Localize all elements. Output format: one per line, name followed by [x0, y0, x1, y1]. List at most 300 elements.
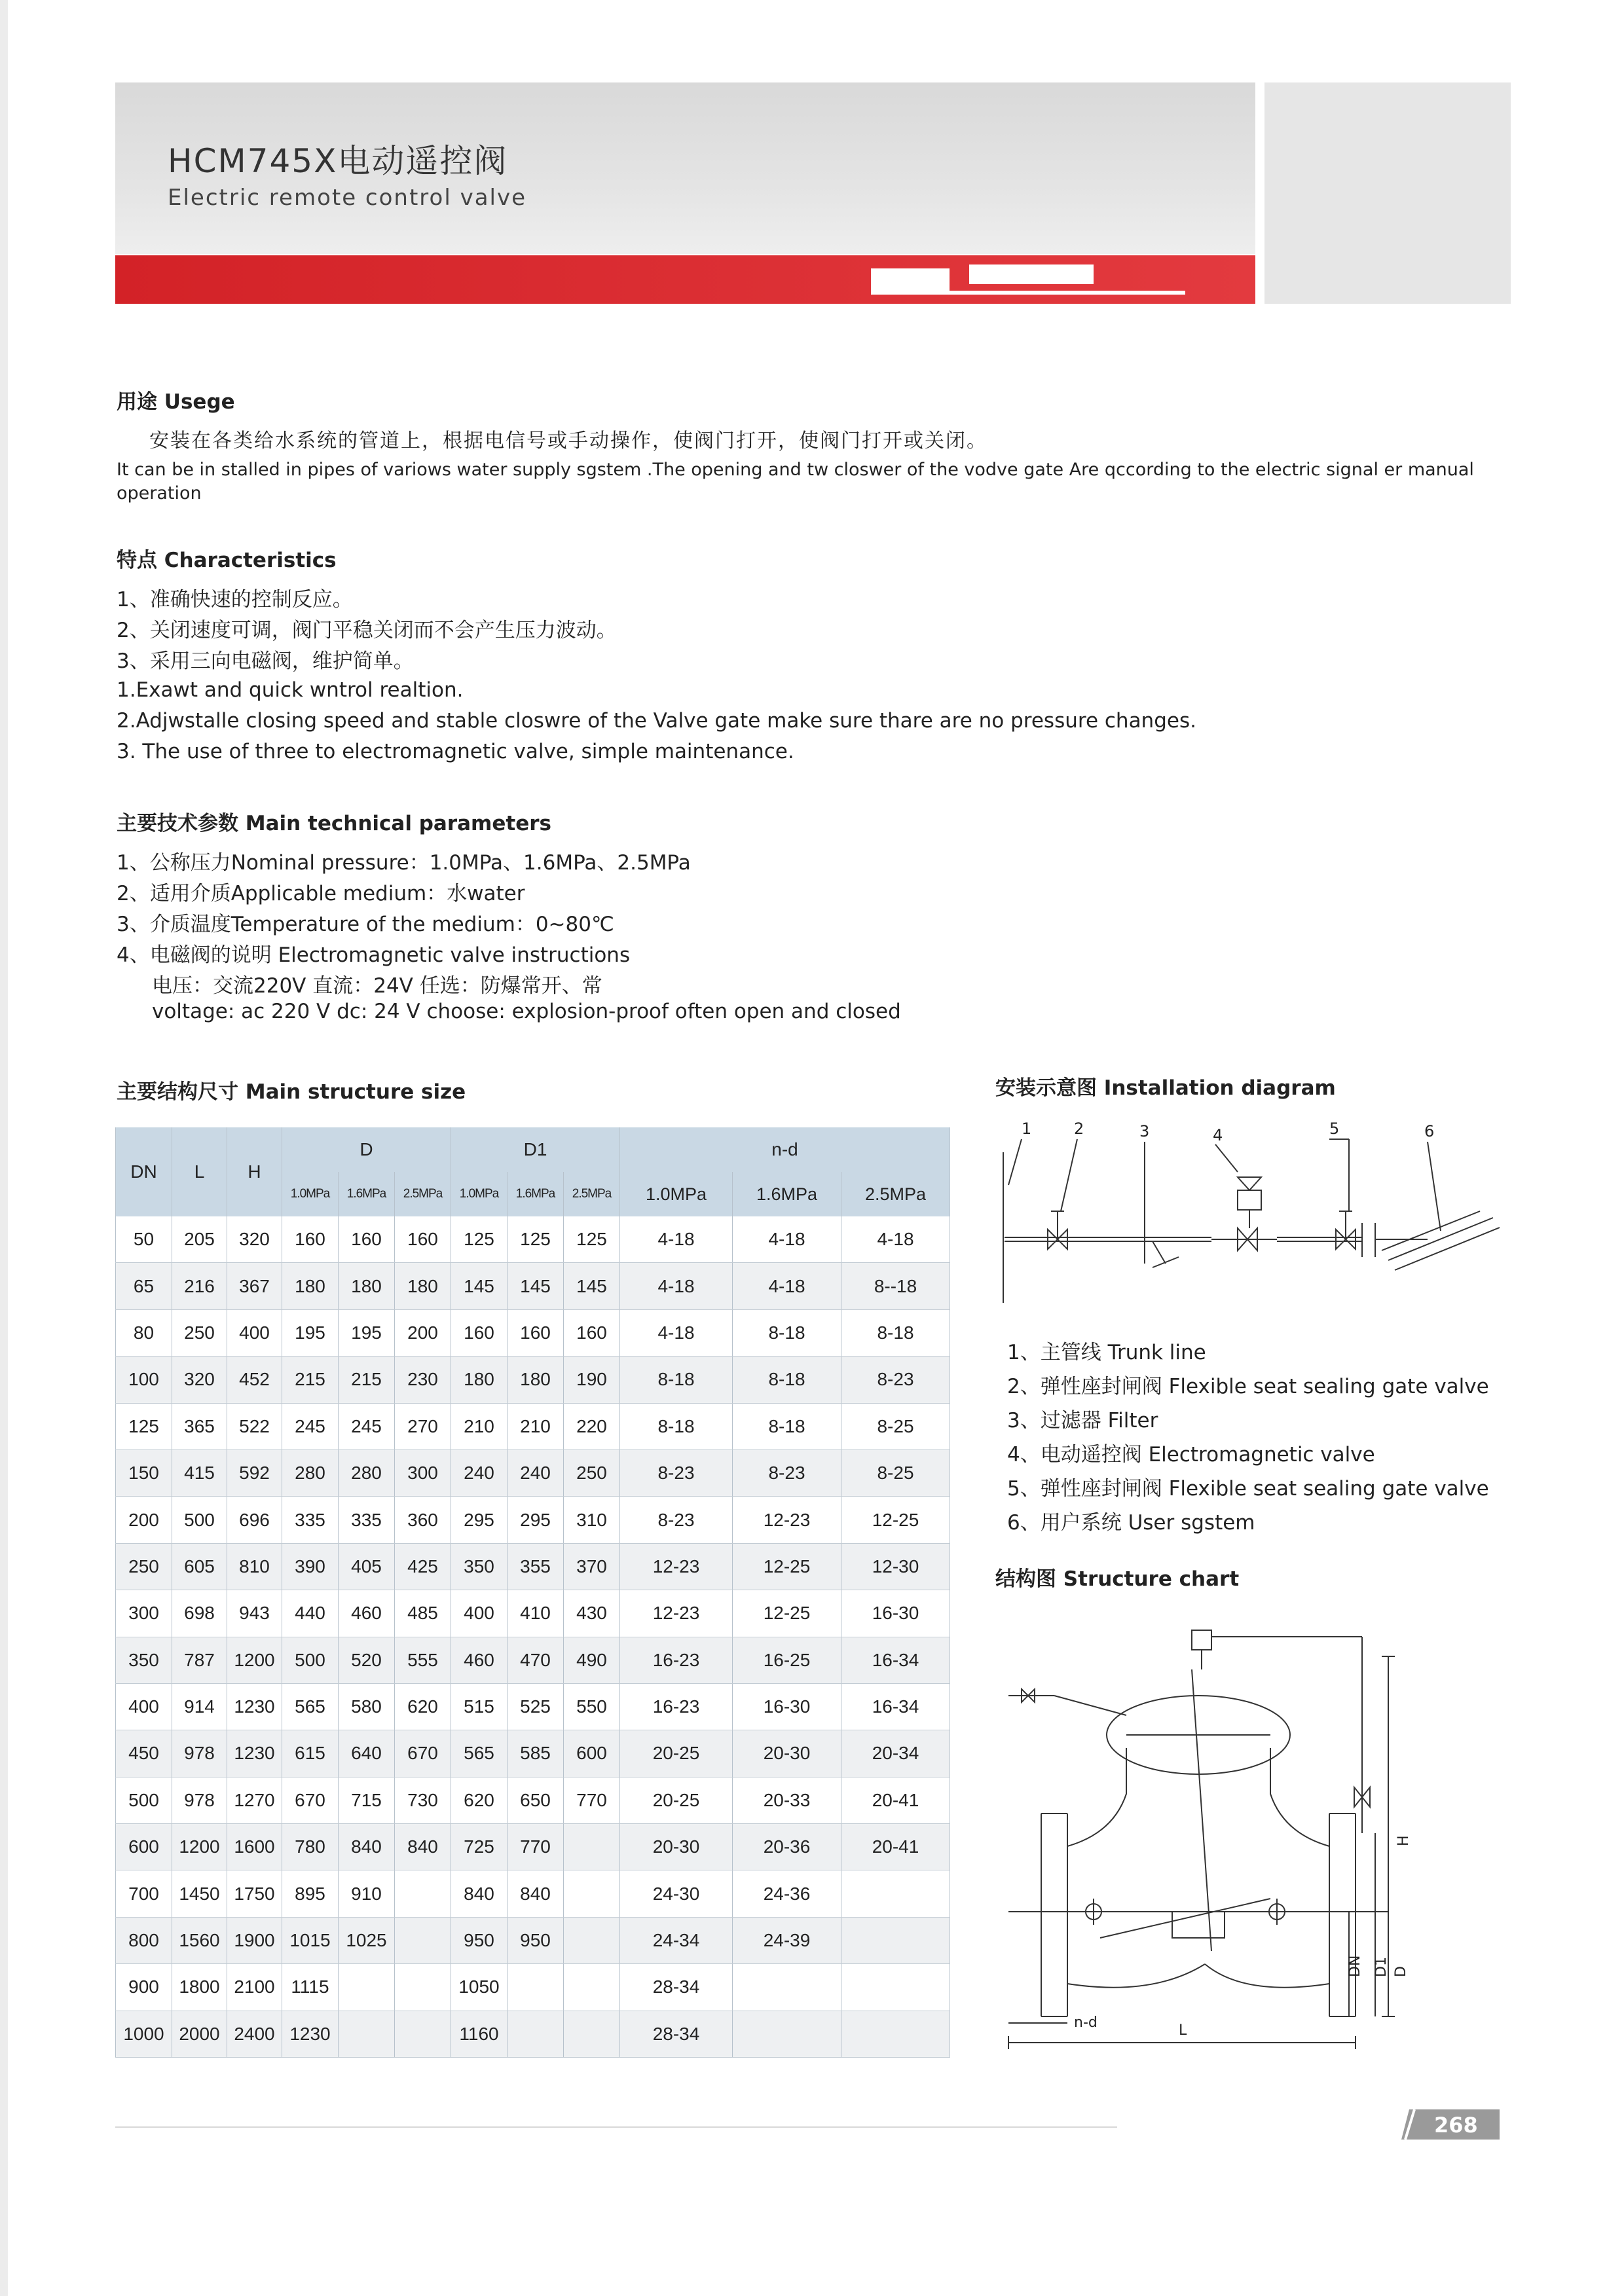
- table-cell: 250: [116, 1543, 172, 1590]
- table-cell: 230: [395, 1357, 451, 1403]
- table-row: [116, 1777, 950, 1823]
- table-cell: 770: [564, 1777, 620, 1823]
- table-cell: [733, 1964, 841, 2011]
- pressure-label: 1.0MPa: [451, 1172, 507, 1216]
- table-cell: 450: [116, 1730, 172, 1777]
- table-cell: 1015: [282, 1917, 339, 1963]
- table-cell: 1450: [172, 1870, 227, 1917]
- table-cell: 12-25: [733, 1590, 841, 1637]
- table-cell: 4-18: [841, 1216, 950, 1263]
- table-cell: 160: [507, 1309, 564, 1356]
- table-cell: 8-18: [620, 1403, 733, 1449]
- table-cell: 2400: [227, 2011, 282, 2057]
- table-cell: 367: [227, 1263, 282, 1309]
- table-cell: 280: [282, 1449, 339, 1496]
- table-cell: 335: [339, 1497, 395, 1543]
- technical-item: 4、电磁阀的说明 Electromagnetic valve instructions: [117, 943, 631, 967]
- table-cell: 522: [227, 1403, 282, 1449]
- table-cell: 160: [339, 1216, 395, 1263]
- structure-chart-heading: 结构图 Structure chart: [995, 1567, 1240, 1591]
- table-cell: 430: [564, 1590, 620, 1637]
- table-cell: 670: [282, 1777, 339, 1823]
- table-cell: 8-25: [841, 1403, 950, 1449]
- marker-4: 4: [1213, 1126, 1223, 1144]
- table-cell: 400: [451, 1590, 507, 1637]
- dim-label-dn: DN: [1347, 1955, 1363, 1977]
- table-cell: 16-30: [841, 1590, 950, 1637]
- table-cell: 180: [507, 1357, 564, 1403]
- dim-label-d1: D1: [1373, 1957, 1390, 1977]
- table-cell: 50: [116, 1216, 172, 1263]
- table-cell: 65: [116, 1263, 172, 1309]
- table-cell: 20-25: [620, 1777, 733, 1823]
- characteristics-heading: 特点 Characteristics: [117, 549, 337, 572]
- table-cell: 452: [227, 1357, 282, 1403]
- table-cell: 360: [395, 1497, 451, 1543]
- table-cell: 620: [395, 1683, 451, 1730]
- table-cell: 1230: [282, 2011, 339, 2057]
- table-cell: 943: [227, 1590, 282, 1637]
- table-row: [116, 1357, 950, 1403]
- table-cell: 600: [116, 1824, 172, 1870]
- table-cell: 24-36: [733, 1870, 841, 1917]
- table-row: [116, 1590, 950, 1637]
- table-row: [116, 1497, 950, 1543]
- table-cell: 840: [339, 1824, 395, 1870]
- structure-size-heading: 主要结构尺寸 Main structure size: [117, 1080, 466, 1104]
- table-cell: [395, 1917, 451, 1963]
- structure-size-table: [115, 1127, 950, 2058]
- table-cell: 440: [282, 1590, 339, 1637]
- legend-item: 6、用户系统 User sgstem: [1007, 1511, 1255, 1535]
- table-cell: 780: [282, 1824, 339, 1870]
- table-cell: 16-34: [841, 1683, 950, 1730]
- table-row: [116, 1824, 950, 1870]
- characteristic-item: 1、准确快速的控制反应。: [117, 588, 353, 611]
- table-cell: [395, 2011, 451, 2057]
- table-cell: 1200: [172, 1824, 227, 1870]
- table-cell: 8-18: [733, 1309, 841, 1356]
- table-cell: 8-25: [841, 1449, 950, 1496]
- table-cell: 485: [395, 1590, 451, 1637]
- table-cell: 335: [282, 1497, 339, 1543]
- table-cell: 16-34: [841, 1637, 950, 1683]
- structure-chart-drawing: [995, 1597, 1519, 2056]
- table-cell: 195: [282, 1309, 339, 1356]
- table-cell: 100: [116, 1357, 172, 1403]
- table-cell: 580: [339, 1683, 395, 1730]
- table-cell: 300: [116, 1590, 172, 1637]
- table-row: [116, 1543, 950, 1590]
- table-cell: 415: [172, 1449, 227, 1496]
- table-cell: 20-25: [620, 1730, 733, 1777]
- col-nd: n-d: [620, 1127, 950, 1172]
- pressure-label: 2.5MPa: [395, 1172, 451, 1216]
- table-cell: 295: [507, 1497, 564, 1543]
- table-cell: 950: [507, 1917, 564, 1963]
- table-cell: 490: [564, 1637, 620, 1683]
- table-row: [116, 1870, 950, 1917]
- table-cell: 500: [282, 1637, 339, 1683]
- table-cell: 215: [339, 1357, 395, 1403]
- table-cell: 500: [172, 1497, 227, 1543]
- table-cell: 220: [564, 1403, 620, 1449]
- table-cell: 555: [395, 1637, 451, 1683]
- table-cell: 550: [564, 1683, 620, 1730]
- pressure-label: 1.0MPa: [282, 1172, 339, 1216]
- characteristic-item: 2、关闭速度可调，阀门平稳关闭而不会产生压力波动。: [117, 619, 617, 642]
- legend-item: 1、主管线 Trunk line: [1007, 1341, 1206, 1364]
- table-cell: 240: [451, 1449, 507, 1496]
- table-cell: 195: [339, 1309, 395, 1356]
- table-cell: 80: [116, 1309, 172, 1356]
- page-subtitle: Electric remote control valve: [168, 185, 527, 211]
- table-cell: 245: [339, 1403, 395, 1449]
- table-cell: 8-23: [620, 1449, 733, 1496]
- table-cell: 605: [172, 1543, 227, 1590]
- table-cell: 350: [116, 1637, 172, 1683]
- table-cell: [841, 1870, 950, 1917]
- table-cell: 12-23: [620, 1543, 733, 1590]
- marker-6: 6: [1424, 1122, 1435, 1140]
- table-cell: 12-25: [841, 1497, 950, 1543]
- table-cell: 125: [451, 1216, 507, 1263]
- table-cell: 125: [564, 1216, 620, 1263]
- table-cell: 390: [282, 1543, 339, 1590]
- table-cell: 250: [564, 1449, 620, 1496]
- table-cell: [507, 1964, 564, 2011]
- table-cell: 565: [282, 1683, 339, 1730]
- table-cell: 4-18: [620, 1309, 733, 1356]
- pressure-label: 1.6MPa: [339, 1172, 395, 1216]
- table-cell: [841, 1964, 950, 2011]
- table-cell: 900: [116, 1964, 172, 2011]
- table-cell: [507, 2011, 564, 2057]
- table-cell: 12-23: [733, 1497, 841, 1543]
- page-edge: [0, 0, 8, 2296]
- table-cell: 16-25: [733, 1637, 841, 1683]
- page-number-badge: [1401, 2109, 1500, 2140]
- table-cell: 8-23: [620, 1497, 733, 1543]
- table-cell: 1560: [172, 1917, 227, 1963]
- table-cell: [733, 2011, 841, 2057]
- table-cell: 250: [172, 1309, 227, 1356]
- table-cell: 24-39: [733, 1917, 841, 1963]
- marker-5: 5: [1329, 1120, 1340, 1138]
- table-cell: 125: [116, 1403, 172, 1449]
- table-cell: 8-18: [733, 1357, 841, 1403]
- table-cell: 910: [339, 1870, 395, 1917]
- table-cell: 696: [227, 1497, 282, 1543]
- table-cell: 1050: [451, 1964, 507, 2011]
- table-cell: 8-23: [841, 1357, 950, 1403]
- table-cell: 28-34: [620, 1964, 733, 2011]
- table-cell: 592: [227, 1449, 282, 1496]
- table-cell: 210: [507, 1403, 564, 1449]
- table-cell: 320: [172, 1357, 227, 1403]
- table-cell: 145: [564, 1263, 620, 1309]
- usage-en-line2: operation: [117, 483, 202, 503]
- table-cell: 16-23: [620, 1637, 733, 1683]
- header-side-panel: [1264, 82, 1511, 304]
- table-cell: 1115: [282, 1964, 339, 2011]
- table-cell: 840: [451, 1870, 507, 1917]
- table-cell: 20-34: [841, 1730, 950, 1777]
- header-decoration: [871, 268, 950, 291]
- table-cell: [395, 1870, 451, 1917]
- table-cell: 1750: [227, 1870, 282, 1917]
- characteristic-item: 3、采用三向电磁阀，维护简单。: [117, 649, 414, 673]
- pressure-label: 2.5MPa: [564, 1172, 620, 1216]
- table-cell: 20-30: [620, 1824, 733, 1870]
- table-cell: [564, 2011, 620, 2057]
- table-cell: 1270: [227, 1777, 282, 1823]
- table-cell: 16-23: [620, 1683, 733, 1730]
- pressure-label: 2.5MPa: [841, 1172, 950, 1216]
- table-cell: 216: [172, 1263, 227, 1309]
- table-cell: 350: [451, 1543, 507, 1590]
- table-cell: 840: [507, 1870, 564, 1917]
- technical-item: 3、介质温度Temperature of the medium：0~80℃: [117, 913, 614, 936]
- technical-item: 1、公称压力Nominal pressure：1.0MPa、1.6MPa、2.5MPa: [117, 851, 691, 875]
- pressure-label: 1.6MPa: [507, 1172, 564, 1216]
- table-cell: 8-18: [733, 1403, 841, 1449]
- table-cell: 320: [227, 1216, 282, 1263]
- table-cell: 12-23: [620, 1590, 733, 1637]
- table-cell: 205: [172, 1216, 227, 1263]
- table-cell: [564, 1870, 620, 1917]
- table-cell: 8-18: [841, 1309, 950, 1356]
- table-cell: 895: [282, 1870, 339, 1917]
- col-d1: D1: [451, 1127, 620, 1172]
- table-cell: 12-30: [841, 1543, 950, 1590]
- table-cell: 615: [282, 1730, 339, 1777]
- table-cell: 8-23: [733, 1449, 841, 1496]
- table-cell: 810: [227, 1543, 282, 1590]
- table-cell: [564, 1824, 620, 1870]
- installation-diagram: [995, 1113, 1519, 1309]
- table-cell: 725: [451, 1824, 507, 1870]
- table-cell: 180: [395, 1263, 451, 1309]
- usage-en-line1: It can be in stalled in pipes of variows water supply sgstem .The opening and tw closwer of the vodve gate Are qccording to the electric signal er manual: [117, 460, 1474, 480]
- table-cell: 700: [116, 1870, 172, 1917]
- technical-item: 电压：交流220V 直流：24V 任选：防爆常开、常: [152, 974, 602, 998]
- table-cell: 310: [564, 1497, 620, 1543]
- table-row: [116, 1964, 950, 2011]
- table-row: [116, 1683, 950, 1730]
- page-number: 268: [1434, 2113, 1478, 2138]
- table-cell: 650: [507, 1777, 564, 1823]
- table-row: [116, 1637, 950, 1683]
- table-cell: 2000: [172, 2011, 227, 2057]
- table-cell: 405: [339, 1543, 395, 1590]
- table-cell: 160: [564, 1309, 620, 1356]
- table-cell: 280: [339, 1449, 395, 1496]
- table-cell: 2100: [227, 1964, 282, 2011]
- table-cell: 470: [507, 1637, 564, 1683]
- legend-item: 2、弹性座封闸阀 Flexible seat sealing gate valve: [1007, 1375, 1489, 1398]
- header-decoration: [871, 291, 1185, 295]
- col-h: H: [227, 1127, 282, 1216]
- characteristic-item: 3. The use of three to electromagnetic valve, simple maintenance.: [117, 740, 794, 763]
- table-cell: 800: [116, 1917, 172, 1963]
- legend-item: 4、电动遥控阀 Electromagnetic valve: [1007, 1443, 1375, 1467]
- table-cell: 715: [339, 1777, 395, 1823]
- table-cell: 180: [282, 1263, 339, 1309]
- table-cell: 840: [395, 1824, 451, 1870]
- table-cell: 16-30: [733, 1683, 841, 1730]
- table-cell: 12-25: [733, 1543, 841, 1590]
- table-cell: 4-18: [620, 1216, 733, 1263]
- table-cell: 770: [507, 1824, 564, 1870]
- table-row: [116, 1730, 950, 1777]
- table-cell: 515: [451, 1683, 507, 1730]
- table-cell: 240: [507, 1449, 564, 1496]
- table-cell: 410: [507, 1590, 564, 1637]
- header-decoration: [969, 264, 1094, 284]
- legend-item: 3、过滤器 Filter: [1007, 1409, 1158, 1432]
- table-cell: 1230: [227, 1683, 282, 1730]
- table-cell: 4-18: [733, 1263, 841, 1309]
- table-cell: 24-30: [620, 1870, 733, 1917]
- marker-3: 3: [1139, 1122, 1150, 1140]
- table-cell: 670: [395, 1730, 451, 1777]
- table-cell: 24-34: [620, 1917, 733, 1963]
- table-cell: 355: [507, 1543, 564, 1590]
- table-cell: 978: [172, 1777, 227, 1823]
- pressure-label: 1.0MPa: [620, 1172, 733, 1216]
- table-cell: 914: [172, 1683, 227, 1730]
- legend-item: 5、弹性座封闸阀 Flexible seat sealing gate valve: [1007, 1477, 1489, 1501]
- table-cell: 160: [282, 1216, 339, 1263]
- table-cell: 20-41: [841, 1777, 950, 1823]
- table-cell: 500: [116, 1777, 172, 1823]
- footer-line: [115, 2126, 1117, 2128]
- table-row: [116, 1309, 950, 1356]
- table-cell: 210: [451, 1403, 507, 1449]
- table-cell: 460: [339, 1590, 395, 1637]
- table-cell: [564, 1964, 620, 2011]
- col-dn: DN: [116, 1127, 172, 1216]
- table-cell: 640: [339, 1730, 395, 1777]
- table-cell: 1200: [227, 1637, 282, 1683]
- table-cell: [395, 1964, 451, 2011]
- table-cell: 520: [339, 1637, 395, 1683]
- table-cell: 585: [507, 1730, 564, 1777]
- table-header-row: [116, 1127, 950, 1172]
- table-row: [116, 1403, 950, 1449]
- table-cell: [339, 2011, 395, 2057]
- usage-heading: 用途 Usege: [117, 390, 235, 414]
- dim-label-h: H: [1395, 1835, 1412, 1846]
- table-cell: 145: [507, 1263, 564, 1309]
- technical-heading: 主要技术参数 Main technical parameters: [117, 812, 551, 835]
- col-d: D: [282, 1127, 451, 1172]
- table-cell: 365: [172, 1403, 227, 1449]
- table-row: [116, 1263, 950, 1309]
- installation-heading: 安装示意图 Installation diagram: [995, 1076, 1336, 1100]
- table-cell: 730: [395, 1777, 451, 1823]
- table-cell: 698: [172, 1590, 227, 1637]
- table-cell: 1160: [451, 2011, 507, 2057]
- table-cell: 295: [451, 1497, 507, 1543]
- table-cell: 525: [507, 1683, 564, 1730]
- table-cell: 20-36: [733, 1824, 841, 1870]
- table-cell: [339, 1964, 395, 2011]
- characteristic-item: 1.Exawt and quick wntrol realtion.: [117, 678, 464, 702]
- table-cell: 180: [451, 1357, 507, 1403]
- table-cell: 270: [395, 1403, 451, 1449]
- table-cell: 978: [172, 1730, 227, 1777]
- pressure-label: 1.6MPa: [733, 1172, 841, 1216]
- table-cell: 950: [451, 1917, 507, 1963]
- table-cell: 160: [451, 1309, 507, 1356]
- col-l: L: [172, 1127, 227, 1216]
- characteristic-item: 2.Adjwstalle closing speed and stable closwre of the Valve gate make sure thare are no pressure changes.: [117, 709, 1196, 733]
- table-cell: 20-41: [841, 1824, 950, 1870]
- table-cell: 1900: [227, 1917, 282, 1963]
- table-cell: [564, 1917, 620, 1963]
- table-cell: 460: [451, 1637, 507, 1683]
- table-cell: 600: [564, 1730, 620, 1777]
- table-row: [116, 1449, 950, 1496]
- table-row: [116, 2011, 950, 2057]
- usage-cn: 安装在各类给水系统的管道上，根据电信号或手动操作，使阀门打开，使阀门打开或关闭。: [149, 429, 987, 452]
- table-cell: 787: [172, 1637, 227, 1683]
- table-cell: 370: [564, 1543, 620, 1590]
- table-cell: 180: [339, 1263, 395, 1309]
- table-cell: 1230: [227, 1730, 282, 1777]
- table-cell: [841, 2011, 950, 2057]
- technical-item: 2、适用介质Applicable medium：水water: [117, 882, 525, 905]
- table-cell: 200: [116, 1497, 172, 1543]
- marker-2: 2: [1074, 1120, 1084, 1138]
- table-cell: 145: [451, 1263, 507, 1309]
- table-cell: 1025: [339, 1917, 395, 1963]
- dim-label-l: L: [1179, 2022, 1187, 2039]
- table-cell: 4-18: [733, 1216, 841, 1263]
- table-cell: 565: [451, 1730, 507, 1777]
- table-row: [116, 1917, 950, 1963]
- table-cell: 150: [116, 1449, 172, 1496]
- dim-label-d: D: [1393, 1966, 1409, 1977]
- table-cell: 28-34: [620, 2011, 733, 2057]
- table-cell: 8--18: [841, 1263, 950, 1309]
- technical-item: voltage: ac 220 V dc: 24 V choose: explosion-proof often open and closed: [152, 1000, 901, 1023]
- page-title: HCM745X电动遥控阀: [168, 142, 508, 180]
- table-cell: 8-18: [620, 1357, 733, 1403]
- table-cell: 20-30: [733, 1730, 841, 1777]
- table-cell: 200: [395, 1309, 451, 1356]
- table-cell: 300: [395, 1449, 451, 1496]
- table-cell: 425: [395, 1543, 451, 1590]
- table-cell: 245: [282, 1403, 339, 1449]
- table-cell: 620: [451, 1777, 507, 1823]
- marker-1: 1: [1022, 1120, 1032, 1138]
- table-cell: 1000: [116, 2011, 172, 2057]
- table-cell: 400: [116, 1683, 172, 1730]
- table-row: [116, 1216, 950, 1263]
- dim-label-nd: n-d: [1074, 2014, 1098, 2031]
- table-cell: 1800: [172, 1964, 227, 2011]
- table-cell: 400: [227, 1309, 282, 1356]
- table-cell: 125: [507, 1216, 564, 1263]
- table-cell: 1600: [227, 1824, 282, 1870]
- table-cell: 20-33: [733, 1777, 841, 1823]
- table-cell: [841, 1917, 950, 1963]
- table-cell: 160: [395, 1216, 451, 1263]
- table-cell: 190: [564, 1357, 620, 1403]
